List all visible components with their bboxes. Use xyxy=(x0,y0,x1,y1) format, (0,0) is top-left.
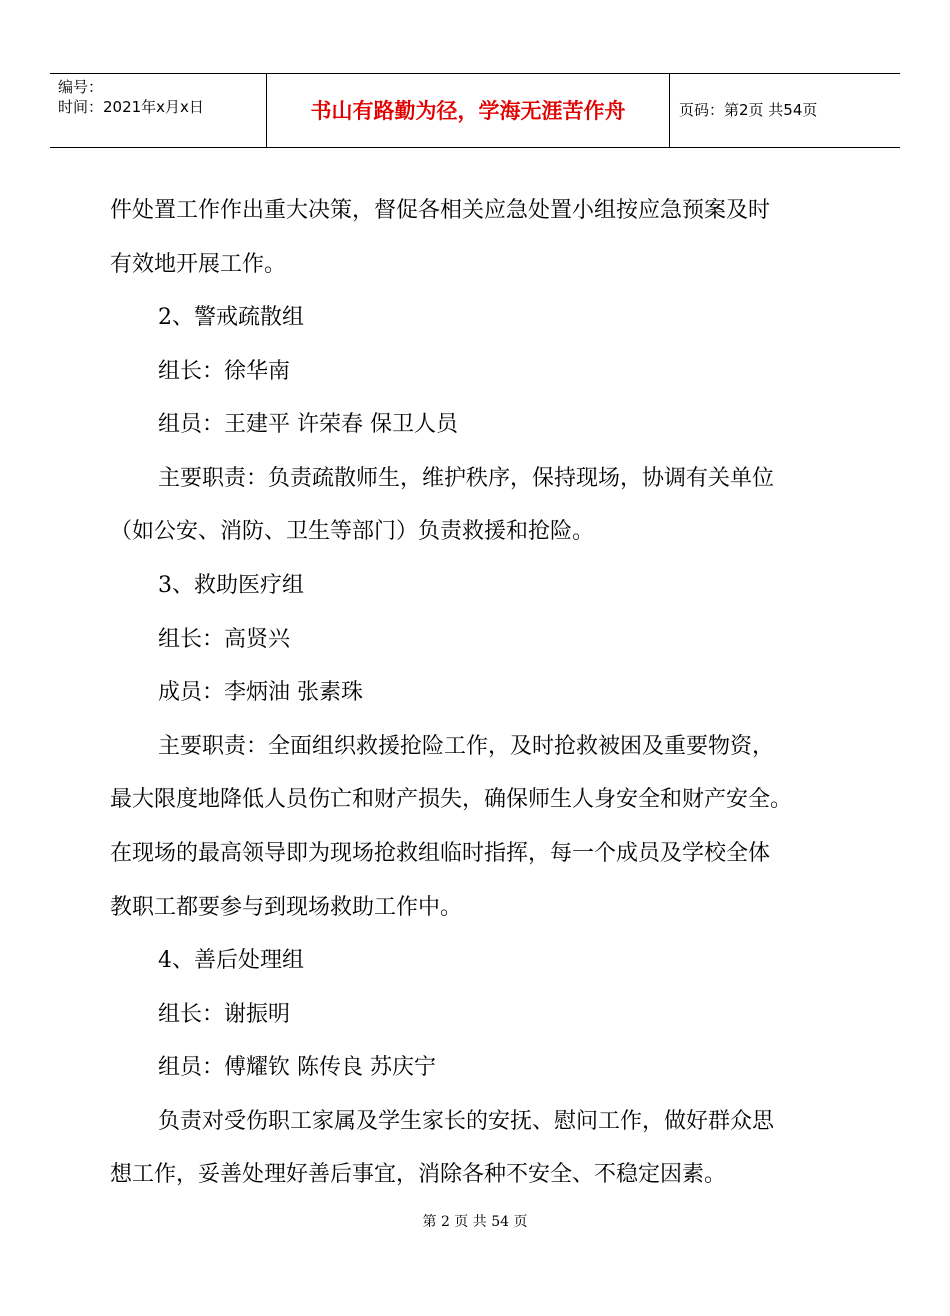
header-motto: 书山有路勤为径，学海无涯苦作舟 xyxy=(310,99,626,123)
page-header xyxy=(50,73,900,148)
section-heading: 3、救助医疗组 xyxy=(158,573,304,598)
header-page-cell xyxy=(670,74,900,147)
header-motto-cell xyxy=(267,74,670,147)
body-line: 组员：王建平 许荣春 保卫人员 xyxy=(158,412,458,437)
body-line: 成员：李炳油 张素珠 xyxy=(158,680,363,705)
section-heading: 4、善后处理组 xyxy=(158,948,304,973)
body-line: 件处置工作作出重大决策，督促各相关应急处置小组按应急预案及时 xyxy=(110,198,771,223)
body-line: 有效地开展工作。 xyxy=(110,252,287,277)
body-line: 组员：傅耀钦 陈传良 苏庆宁 xyxy=(158,1055,436,1080)
body-line: 主要职责：负责疏散师生，维护秩序，保持现场，协调有关单位 xyxy=(158,466,775,491)
document-date-label: 时间：2021年x月x日 xyxy=(58,98,204,116)
body-line: 组长：谢振明 xyxy=(158,1002,291,1027)
body-line: 负责对受伤职工家属及学生家长的安抚、慰问工作，做好群众思 xyxy=(158,1109,775,1134)
document-number-label: 编号： xyxy=(58,78,104,96)
header-meta-cell xyxy=(50,74,267,147)
header-page-code: 页码：第2页 共54页 xyxy=(679,101,818,119)
page-footer: 第 2 页 共 54 页 xyxy=(422,1214,528,1230)
body-line: （如公安、消防、卫生等部门）负责救援和抢险。 xyxy=(110,519,595,544)
body-line: 在现场的最高领导即为现场抢救组临时指挥，每一个成员及学校全体 xyxy=(110,841,771,866)
body-line: 组长：徐华南 xyxy=(158,359,291,384)
body-line: 组长：高贤兴 xyxy=(158,627,291,652)
body-line: 主要职责：全面组织救援抢险工作，及时抢救被困及重要物资， xyxy=(158,734,775,759)
body-line: 最大限度地降低人员伤亡和财产损失，确保师生人身安全和财产安全。 xyxy=(110,787,793,812)
body-line: 想工作，妥善处理好善后事宜，消除各种不安全、不稳定因素。 xyxy=(110,1162,727,1187)
body-line: 教职工都要参与到现场救助工作中。 xyxy=(110,895,463,920)
section-heading: 2、警戒疏散组 xyxy=(158,305,304,330)
